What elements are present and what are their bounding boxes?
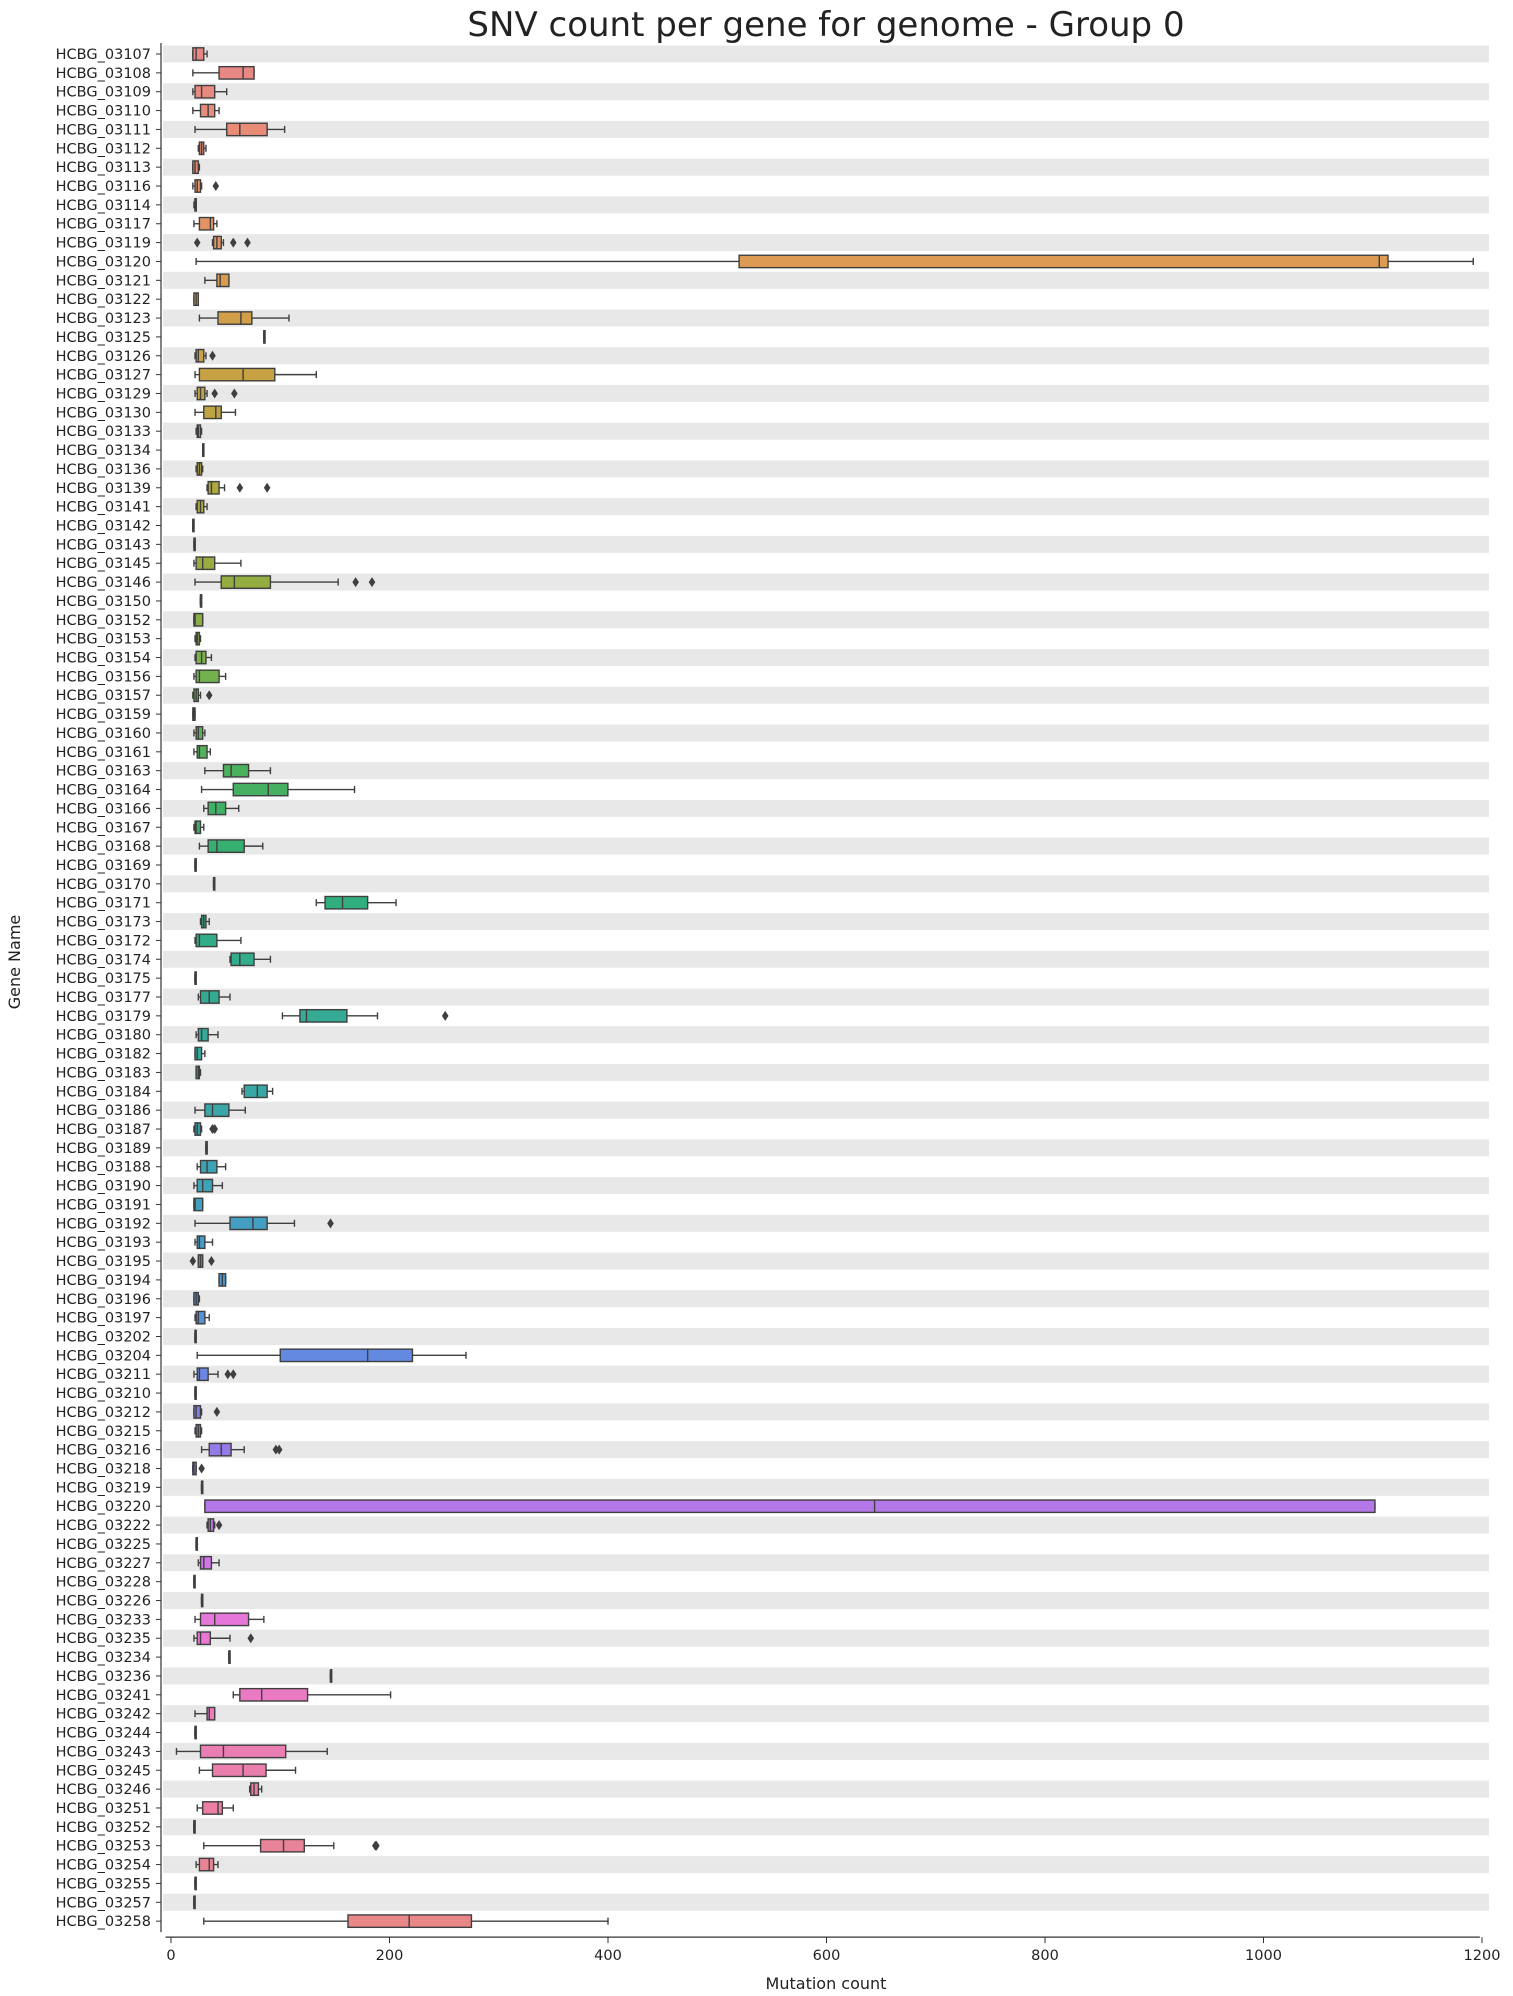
gene-box-hcbg-03255 bbox=[195, 1877, 196, 1889]
iqr-box bbox=[196, 557, 215, 569]
y-tick-label: HCBG_03196 bbox=[55, 1291, 151, 1308]
iqr-box bbox=[213, 1764, 267, 1776]
y-tick-label: HCBG_03134 bbox=[55, 443, 151, 460]
y-tick-label: HCBG_03216 bbox=[55, 1442, 151, 1459]
iqr-box bbox=[196, 350, 204, 362]
y-tick-label: HCBG_03156 bbox=[55, 669, 151, 686]
outlier-point bbox=[198, 1464, 205, 1474]
iqr-box bbox=[207, 1707, 215, 1719]
row-band bbox=[163, 1517, 1489, 1534]
iqr-box bbox=[233, 783, 288, 795]
y-tick-label: HCBG_03146 bbox=[55, 575, 151, 592]
row-band bbox=[163, 1328, 1489, 1345]
row-band bbox=[163, 1215, 1489, 1232]
y-tick-label: HCBG_03123 bbox=[55, 311, 151, 328]
y-tick-label: HCBG_03215 bbox=[55, 1423, 151, 1440]
gene-box-hcbg-03188 bbox=[197, 1161, 225, 1173]
gene-box-hcbg-03153 bbox=[195, 632, 200, 644]
iqr-box bbox=[261, 1840, 305, 1852]
gene-box-hcbg-03164 bbox=[202, 783, 355, 795]
y-tick-label: HCBG_03161 bbox=[55, 744, 151, 761]
iqr-box bbox=[199, 368, 274, 380]
gene-box-hcbg-03110 bbox=[193, 104, 219, 116]
y-tick-label: HCBG_03219 bbox=[55, 1480, 151, 1497]
iqr-box bbox=[217, 274, 229, 286]
y-tick-label: HCBG_03235 bbox=[55, 1631, 151, 1648]
y-tick-label: HCBG_03172 bbox=[55, 933, 151, 950]
row-band bbox=[163, 724, 1489, 741]
iqr-box bbox=[209, 1443, 231, 1455]
iqr-box bbox=[194, 1406, 201, 1418]
y-tick-label: HCBG_03246 bbox=[55, 1782, 151, 1799]
x-tick-label: 200 bbox=[375, 1948, 404, 1965]
row-band bbox=[163, 1856, 1489, 1873]
y-tick-label: HCBG_03120 bbox=[55, 254, 151, 271]
gene-box-hcbg-03175 bbox=[195, 972, 196, 984]
gene-box-hcbg-03112 bbox=[198, 142, 206, 154]
y-tick-label: HCBG_03241 bbox=[55, 1687, 151, 1704]
gene-box-hcbg-03197 bbox=[195, 1311, 209, 1323]
x-tick-label: 1200 bbox=[1463, 1948, 1501, 1965]
gene-box-hcbg-03189 bbox=[206, 1142, 207, 1154]
y-tick-label: HCBG_03234 bbox=[55, 1650, 151, 1667]
y-tick-label: HCBG_03179 bbox=[55, 1008, 151, 1025]
row-band bbox=[163, 1441, 1489, 1458]
iqr-box bbox=[196, 727, 203, 739]
gene-box-hcbg-03120 bbox=[196, 255, 1473, 267]
gene-box-hcbg-03252 bbox=[194, 1821, 195, 1833]
y-tick-label: HCBG_03204 bbox=[55, 1348, 151, 1365]
gene-box-hcbg-03258 bbox=[204, 1915, 608, 1927]
y-tick-label: HCBG_03191 bbox=[55, 1197, 151, 1214]
row-band bbox=[163, 1026, 1489, 1043]
y-tick-label: HCBG_03114 bbox=[55, 197, 151, 214]
iqr-box bbox=[199, 1858, 213, 1870]
iqr-box bbox=[221, 576, 270, 588]
gene-box-hcbg-03117 bbox=[194, 218, 217, 230]
iqr-box bbox=[197, 1236, 205, 1248]
y-tick-label: HCBG_03119 bbox=[55, 235, 151, 252]
y-tick-label: HCBG_03159 bbox=[55, 707, 151, 724]
y-tick-label: HCBG_03141 bbox=[55, 499, 151, 516]
gene-box-hcbg-03171 bbox=[316, 897, 396, 909]
y-tick-label: HCBG_03192 bbox=[55, 1216, 151, 1233]
row-band bbox=[163, 989, 1489, 1006]
row-band bbox=[163, 272, 1489, 289]
y-tick-label: HCBG_03157 bbox=[55, 688, 151, 705]
gene-box-hcbg-03116 bbox=[193, 180, 219, 192]
y-tick-label: HCBG_03168 bbox=[55, 839, 151, 856]
gene-box-hcbg-03136 bbox=[196, 463, 203, 475]
row-band bbox=[163, 1592, 1489, 1609]
row-band bbox=[163, 1818, 1489, 1835]
row-band bbox=[163, 875, 1489, 892]
iqr-box bbox=[325, 897, 368, 909]
gene-box-hcbg-03156 bbox=[194, 670, 226, 682]
y-tick-label: HCBG_03167 bbox=[55, 820, 151, 837]
y-tick-label: HCBG_03112 bbox=[55, 141, 151, 158]
gene-box-hcbg-03125 bbox=[264, 331, 265, 343]
y-tick-label: HCBG_03236 bbox=[55, 1668, 151, 1685]
row-band bbox=[163, 1253, 1489, 1270]
iqr-box bbox=[208, 802, 225, 814]
iqr-box bbox=[280, 1349, 412, 1361]
row-band bbox=[163, 83, 1489, 100]
y-tick-label: HCBG_03258 bbox=[55, 1914, 151, 1931]
iqr-box bbox=[195, 1047, 202, 1059]
iqr-box bbox=[203, 1802, 223, 1814]
row-band bbox=[163, 951, 1489, 968]
gene-box-hcbg-03253 bbox=[204, 1840, 380, 1852]
y-axis bbox=[56, 43, 161, 1932]
gene-box-hcbg-03134 bbox=[203, 444, 204, 456]
iqr-box bbox=[227, 123, 267, 135]
row-band bbox=[163, 1102, 1489, 1119]
row-band bbox=[163, 1894, 1489, 1911]
iqr-box bbox=[199, 218, 213, 230]
gene-box-hcbg-03219 bbox=[202, 1481, 203, 1493]
row-band bbox=[163, 423, 1489, 440]
y-tick-label: HCBG_03257 bbox=[55, 1895, 151, 1912]
iqr-box bbox=[739, 255, 1388, 267]
iqr-box bbox=[208, 840, 244, 852]
gene-box-hcbg-03183 bbox=[196, 1066, 200, 1078]
row-band bbox=[163, 121, 1489, 138]
row-band bbox=[163, 649, 1489, 666]
y-tick-label: HCBG_03127 bbox=[55, 367, 151, 384]
gene-box-hcbg-03228 bbox=[194, 1575, 195, 1587]
y-tick-label: HCBG_03253 bbox=[55, 1838, 151, 1855]
y-tick-label: HCBG_03121 bbox=[55, 273, 151, 290]
gene-box-hcbg-03257 bbox=[194, 1896, 195, 1908]
y-tick-label: HCBG_03109 bbox=[55, 84, 151, 101]
y-tick-label: HCBG_03189 bbox=[55, 1140, 151, 1157]
iqr-box bbox=[223, 764, 248, 776]
y-tick-label: HCBG_03177 bbox=[55, 990, 151, 1006]
gene-box-hcbg-03122 bbox=[194, 293, 198, 305]
gene-box-hcbg-03133 bbox=[196, 425, 201, 437]
gene-box-hcbg-03220 bbox=[205, 1500, 1375, 1512]
y-tick-label: HCBG_03152 bbox=[55, 612, 151, 629]
y-tick-label: HCBG_03136 bbox=[55, 461, 151, 478]
y-tick-label: HCBG_03184 bbox=[55, 1084, 151, 1101]
y-tick-label: HCBG_03233 bbox=[55, 1612, 151, 1629]
gene-box-hcbg-03244 bbox=[195, 1726, 196, 1738]
gene-box-hcbg-03241 bbox=[233, 1689, 390, 1701]
row-band bbox=[163, 1554, 1489, 1571]
gene-box-hcbg-03204 bbox=[197, 1349, 466, 1361]
iqr-box bbox=[208, 482, 219, 494]
y-tick-label: HCBG_03175 bbox=[55, 971, 151, 988]
iqr-box bbox=[218, 312, 252, 324]
y-tick-label: HCBG_03195 bbox=[55, 1254, 151, 1271]
y-tick-label: HCBG_03145 bbox=[55, 556, 151, 573]
gene-box-hcbg-03196 bbox=[194, 1293, 199, 1305]
row-band bbox=[163, 611, 1489, 628]
y-tick-label: HCBG_03242 bbox=[55, 1706, 151, 1723]
iqr-box bbox=[197, 1179, 212, 1191]
iqr-box bbox=[197, 746, 207, 758]
gene-box-hcbg-03150 bbox=[200, 595, 201, 607]
gene-box-hcbg-03215 bbox=[195, 1425, 202, 1437]
y-tick-label: HCBG_03108 bbox=[55, 65, 151, 82]
iqr-box bbox=[200, 1613, 248, 1625]
iqr-box bbox=[200, 1745, 285, 1757]
y-tick-label: HCBG_03194 bbox=[55, 1272, 151, 1289]
gene-box-hcbg-03159 bbox=[193, 708, 195, 720]
x-tick-label: 0 bbox=[166, 1948, 176, 1965]
iqr-box bbox=[193, 48, 204, 60]
iqr-box bbox=[204, 406, 221, 418]
y-tick-label: HCBG_03183 bbox=[55, 1065, 151, 1082]
y-tick-label: HCBG_03169 bbox=[55, 857, 151, 874]
y-tick-label: HCBG_03153 bbox=[55, 631, 151, 648]
y-tick-label: HCBG_03122 bbox=[55, 292, 151, 309]
x-axis-ticks bbox=[166, 1937, 1500, 1964]
gene-box-hcbg-03202 bbox=[195, 1330, 196, 1342]
y-tick-label: HCBG_03171 bbox=[55, 895, 151, 912]
iqr-box bbox=[244, 1085, 267, 1097]
gene-box-hcbg-03236 bbox=[331, 1670, 332, 1682]
y-tick-label: HCBG_03245 bbox=[55, 1763, 151, 1780]
iqr-box bbox=[196, 1311, 205, 1323]
gene-box-hcbg-03113 bbox=[193, 161, 200, 173]
x-tick-label: 800 bbox=[1031, 1948, 1059, 1965]
iqr-box bbox=[205, 1500, 1375, 1512]
row-band bbox=[163, 159, 1489, 176]
y-tick-label: HCBG_03133 bbox=[55, 424, 151, 441]
x-tick-label: 400 bbox=[594, 1948, 622, 1965]
y-tick-label: HCBG_03180 bbox=[55, 1027, 151, 1044]
row-band bbox=[163, 385, 1489, 402]
y-tick-label: HCBG_03170 bbox=[55, 876, 151, 893]
y-tick-label: HCBG_03187 bbox=[55, 1122, 151, 1139]
y-tick-label: HCBG_03166 bbox=[55, 801, 151, 818]
gene-box-hcbg-03152 bbox=[194, 614, 203, 626]
gene-box-hcbg-03167 bbox=[194, 821, 204, 833]
iqr-box bbox=[205, 1104, 229, 1116]
row-band bbox=[163, 498, 1489, 515]
row-band bbox=[163, 762, 1489, 779]
row-band bbox=[163, 310, 1489, 327]
gene-box-hcbg-03251 bbox=[197, 1802, 233, 1814]
y-tick-label: HCBG_03193 bbox=[55, 1235, 151, 1252]
y-tick-label: HCBG_03107 bbox=[55, 47, 151, 63]
y-tick-label: HCBG_03154 bbox=[55, 650, 151, 667]
row-bands bbox=[163, 46, 1489, 1911]
gene-box-hcbg-03170 bbox=[214, 878, 215, 890]
y-tick-label: HCBG_03197 bbox=[55, 1310, 151, 1327]
y-tick-label: HCBG_03111 bbox=[55, 122, 151, 139]
y-tick-label: HCBG_03255 bbox=[55, 1876, 151, 1893]
iqr-box bbox=[200, 1161, 216, 1173]
y-tick-label: HCBG_03227 bbox=[55, 1555, 151, 1572]
y-tick-label: HCBG_03163 bbox=[55, 763, 151, 780]
y-tick-label: HCBG_03129 bbox=[55, 386, 151, 403]
gene-box-hcbg-03169 bbox=[195, 859, 196, 871]
gene-box-hcbg-03226 bbox=[202, 1594, 203, 1606]
x-tick-label: 1000 bbox=[1245, 1948, 1282, 1965]
y-tick-label: HCBG_03186 bbox=[55, 1103, 151, 1120]
gene-box-hcbg-03218 bbox=[193, 1462, 205, 1474]
gene-box-hcbg-03210 bbox=[195, 1387, 196, 1399]
row-band bbox=[163, 234, 1489, 251]
outlier-point bbox=[442, 1011, 449, 1021]
outlier-point bbox=[373, 1841, 380, 1851]
row-band bbox=[163, 1366, 1489, 1383]
gene-box-hcbg-03143 bbox=[194, 538, 195, 550]
y-tick-label: HCBG_03222 bbox=[55, 1518, 151, 1535]
y-tick-label: HCBG_03116 bbox=[55, 179, 151, 196]
y-tick-label: HCBG_03220 bbox=[55, 1499, 151, 1516]
y-tick-label: HCBG_03202 bbox=[55, 1329, 151, 1346]
y-tick-label: HCBG_03150 bbox=[55, 593, 151, 610]
y-tick-label: HCBG_03142 bbox=[55, 518, 151, 535]
row-band bbox=[163, 913, 1489, 930]
x-tick-label: 600 bbox=[812, 1948, 841, 1965]
gene-box-hcbg-03130 bbox=[195, 406, 235, 418]
gene-box-hcbg-03142 bbox=[193, 519, 194, 531]
row-band bbox=[163, 460, 1489, 477]
y-tick-label: HCBG_03173 bbox=[55, 914, 151, 931]
y-tick-label: HCBG_03210 bbox=[55, 1386, 151, 1403]
row-band bbox=[163, 1667, 1489, 1684]
y-tick-label: HCBG_03139 bbox=[55, 480, 151, 497]
gene-box-hcbg-03193 bbox=[195, 1236, 212, 1248]
x-axis-label: Mutation count bbox=[765, 1974, 887, 1993]
y-tick-label: HCBG_03174 bbox=[55, 952, 151, 969]
iqr-box bbox=[240, 1689, 308, 1701]
y-tick-label: HCBG_03143 bbox=[55, 537, 151, 554]
y-tick-label: HCBG_03254 bbox=[55, 1857, 151, 1874]
row-band bbox=[163, 536, 1489, 553]
outlier-point bbox=[264, 483, 271, 493]
y-tick-label: HCBG_03212 bbox=[55, 1404, 151, 1421]
gene-box-hcbg-03179 bbox=[282, 1010, 448, 1022]
y-tick-label: HCBG_03228 bbox=[55, 1574, 151, 1591]
y-tick-label: HCBG_03225 bbox=[55, 1536, 151, 1553]
gene-box-hcbg-03191 bbox=[194, 1198, 203, 1210]
outlier-point bbox=[237, 483, 244, 493]
y-axis-label: Gene Name bbox=[5, 914, 24, 1010]
iqr-box bbox=[231, 953, 254, 965]
y-tick-label: HCBG_03243 bbox=[55, 1744, 151, 1761]
row-band bbox=[163, 1177, 1489, 1194]
row-band bbox=[163, 1630, 1489, 1647]
iqr-box bbox=[195, 86, 215, 98]
y-tick-label: HCBG_03113 bbox=[55, 160, 151, 177]
row-band bbox=[163, 574, 1489, 591]
row-band bbox=[163, 1139, 1489, 1156]
y-tick-label: HCBG_03226 bbox=[55, 1593, 151, 1610]
row-band bbox=[163, 1064, 1489, 1081]
chart-title: SNV count per gene for genome - Group 0 bbox=[467, 5, 1185, 45]
y-tick-label: HCBG_03190 bbox=[55, 1178, 151, 1195]
gene-box-hcbg-03225 bbox=[196, 1538, 197, 1550]
row-band bbox=[163, 1290, 1489, 1307]
iqr-box bbox=[198, 1029, 208, 1041]
y-tick-label: HCBG_03110 bbox=[55, 103, 151, 120]
row-band bbox=[163, 1479, 1489, 1496]
gene-box-hcbg-03161 bbox=[194, 746, 210, 758]
gene-box-hcbg-03160 bbox=[194, 727, 205, 739]
row-band bbox=[163, 1743, 1489, 1760]
y-tick-label: HCBG_03117 bbox=[55, 216, 151, 233]
x-axis bbox=[166, 1937, 1501, 1964]
row-band bbox=[163, 800, 1489, 817]
row-band bbox=[163, 1705, 1489, 1722]
gene-box-hcbg-03139 bbox=[207, 482, 270, 494]
gene-box-hcbg-03108 bbox=[193, 67, 254, 79]
gene-box-hcbg-03245 bbox=[199, 1764, 295, 1776]
iqr-box bbox=[219, 67, 254, 79]
y-tick-label: HCBG_03251 bbox=[55, 1800, 151, 1817]
y-tick-label: HCBG_03252 bbox=[55, 1819, 151, 1836]
y-tick-label: HCBG_03164 bbox=[55, 782, 151, 799]
row-band bbox=[163, 1781, 1489, 1798]
gene-box-hcbg-03234 bbox=[229, 1651, 230, 1663]
y-tick-label: HCBG_03182 bbox=[55, 1046, 151, 1063]
gene-box-hcbg-03194 bbox=[219, 1274, 226, 1286]
y-tick-label: HCBG_03125 bbox=[55, 329, 151, 346]
iqr-box bbox=[200, 1557, 211, 1569]
gene-box-hcbg-03182 bbox=[195, 1047, 205, 1059]
iqr-box bbox=[230, 1217, 267, 1229]
gene-box-hcbg-03233 bbox=[195, 1613, 264, 1625]
y-tick-label: HCBG_03244 bbox=[55, 1725, 151, 1742]
row-band bbox=[163, 347, 1489, 364]
y-tick-label: HCBG_03160 bbox=[55, 725, 151, 742]
y-tick-label: HCBG_03218 bbox=[55, 1461, 151, 1478]
gene-box-hcbg-03172 bbox=[195, 934, 241, 946]
y-tick-label: HCBG_03126 bbox=[55, 348, 151, 365]
row-band bbox=[163, 196, 1489, 213]
y-axis-ticks bbox=[56, 47, 161, 1930]
gene-box-hcbg-03145 bbox=[194, 557, 241, 569]
iqr-box bbox=[197, 1632, 210, 1644]
row-band bbox=[163, 46, 1489, 63]
gene-box-hcbg-03127 bbox=[195, 368, 316, 380]
row-band bbox=[163, 1403, 1489, 1420]
y-tick-label: HCBG_03188 bbox=[55, 1159, 151, 1176]
row-band bbox=[163, 838, 1489, 855]
row-band bbox=[163, 687, 1489, 704]
y-tick-label: HCBG_03130 bbox=[55, 405, 151, 422]
y-tick-label: HCBG_03211 bbox=[55, 1367, 151, 1384]
gene-box-hcbg-03187 bbox=[194, 1123, 218, 1135]
outlier-point bbox=[212, 181, 219, 191]
gene-box-hcbg-03184 bbox=[242, 1085, 273, 1097]
